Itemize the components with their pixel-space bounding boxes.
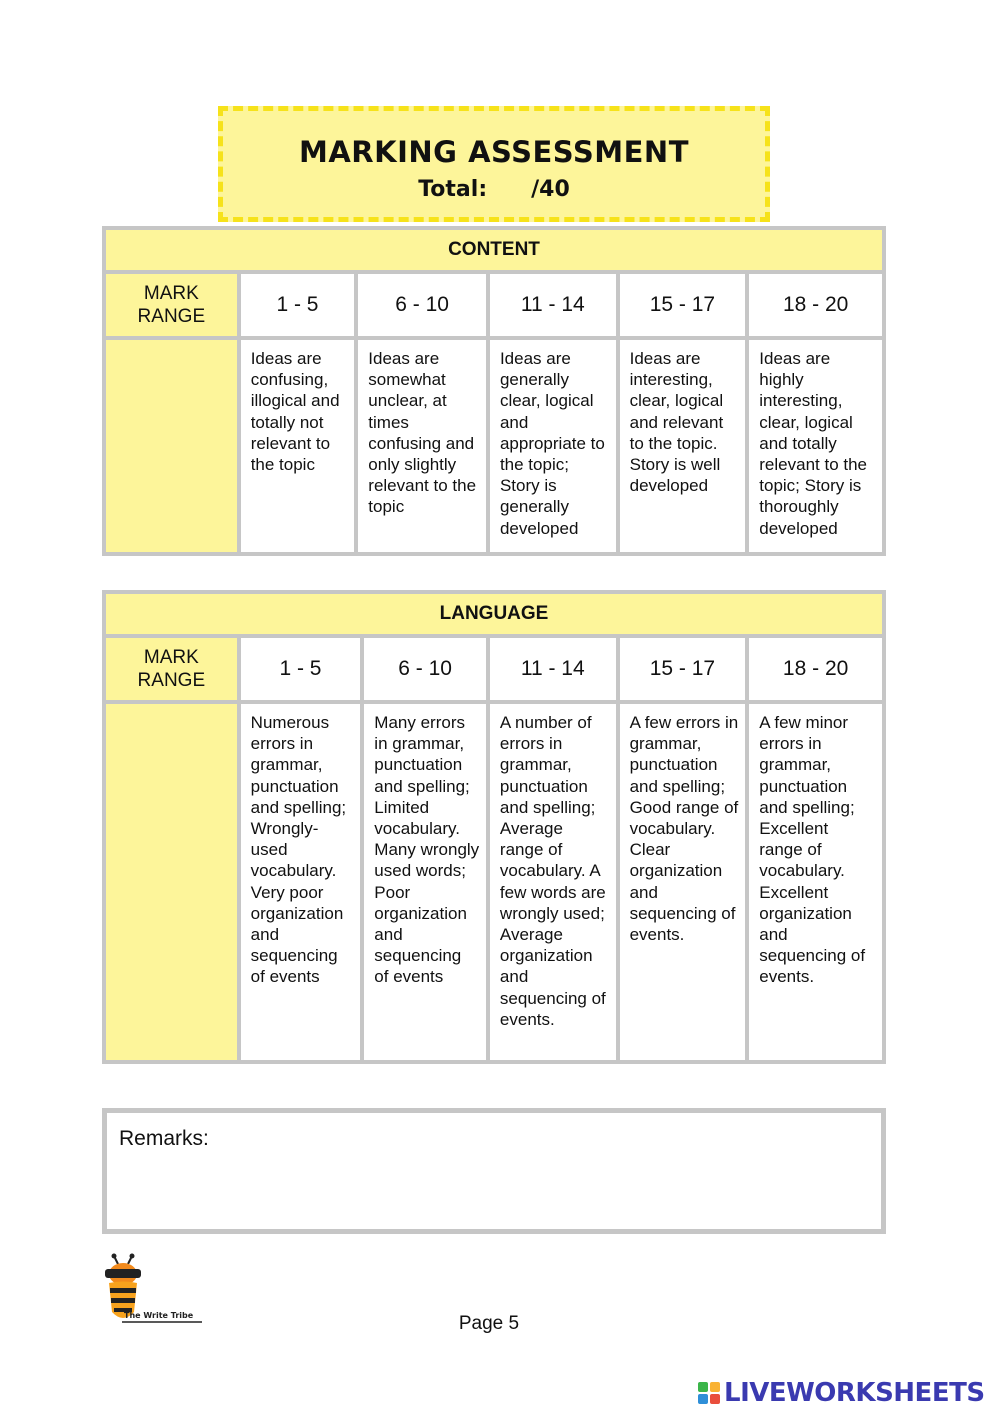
range-cell: 1 - 5 xyxy=(241,274,355,336)
language-header: LANGUAGE xyxy=(106,594,882,634)
range-cell: 15 - 17 xyxy=(620,274,746,336)
description-cell: Ideas are interesting, clear, logical and relevant to the topic. Story is well developed xyxy=(620,340,746,552)
content-header: CONTENT xyxy=(106,230,882,270)
total-value: /40 xyxy=(531,177,570,202)
remarks-box[interactable] xyxy=(102,1108,886,1234)
description-cell: A few minor errors in grammar, punctuation and spelling; Excellent range of vocabulary. Excellent organization and sequencing of events. xyxy=(749,704,882,1060)
description-cell: A few errors in grammar, punctuation and spelling; Good range of vocabulary. Clear organization and sequencing of events. xyxy=(620,704,746,1060)
brand-text: LIVEWORKSHEETS xyxy=(724,1378,985,1408)
logo-text: The Write Tribe xyxy=(124,1311,194,1320)
page-title: MARKING ASSESSMENT xyxy=(299,135,689,169)
title-box xyxy=(218,106,770,222)
mark-range-label: MARK RANGE xyxy=(106,274,237,336)
description-cell: Ideas are highly interesting, clear, logical and totally relevant to the topic; Story is thoroughly developed xyxy=(749,340,882,552)
range-cell: 6 - 10 xyxy=(358,274,486,336)
liveworksheets-logo-icon xyxy=(698,1382,720,1404)
language-table xyxy=(102,590,886,1064)
description-cell: Numerous errors in grammar, punctuation and spelling; Wrongly-used vocabulary. Very poor organization and sequencing of events xyxy=(241,704,361,1060)
total-line xyxy=(223,177,765,202)
score-cell[interactable] xyxy=(106,340,237,552)
range-cell: 11 - 14 xyxy=(490,638,616,700)
description-cell: Many errors in grammar, punctuation and spelling; Limited vocabulary. Many wrongly used words; Poor organization and sequencing of events xyxy=(364,704,486,1060)
range-cell: 11 - 14 xyxy=(490,274,616,336)
score-cell[interactable] xyxy=(106,704,237,1060)
range-cell: 18 - 20 xyxy=(749,638,882,700)
description-cell: Ideas are confusing, illogical and totally not relevant to the topic xyxy=(241,340,355,552)
page-number: Page 5 xyxy=(458,1313,520,1334)
content-table xyxy=(102,226,886,556)
liveworksheets-brand[interactable] xyxy=(698,1377,985,1409)
range-cell: 6 - 10 xyxy=(364,638,486,700)
remarks-label: Remarks: xyxy=(119,1127,209,1150)
range-cell: 18 - 20 xyxy=(749,274,882,336)
mark-range-label: MARK RANGE xyxy=(106,638,237,700)
description-cell: Ideas are somewhat unclear, at times confusing and only slightly relevant to the topic xyxy=(358,340,486,552)
description-cell: A number of errors in grammar, punctuation and spelling; Average range of vocabulary. A few words are wrongly used; Average organization and sequencing of events. xyxy=(490,704,616,1060)
total-label: Total: xyxy=(418,177,488,202)
range-cell: 1 - 5 xyxy=(241,638,361,700)
description-cell: Ideas are generally clear, logical and appropriate to the topic; Story is generally developed xyxy=(490,340,616,552)
range-cell: 15 - 17 xyxy=(620,638,746,700)
